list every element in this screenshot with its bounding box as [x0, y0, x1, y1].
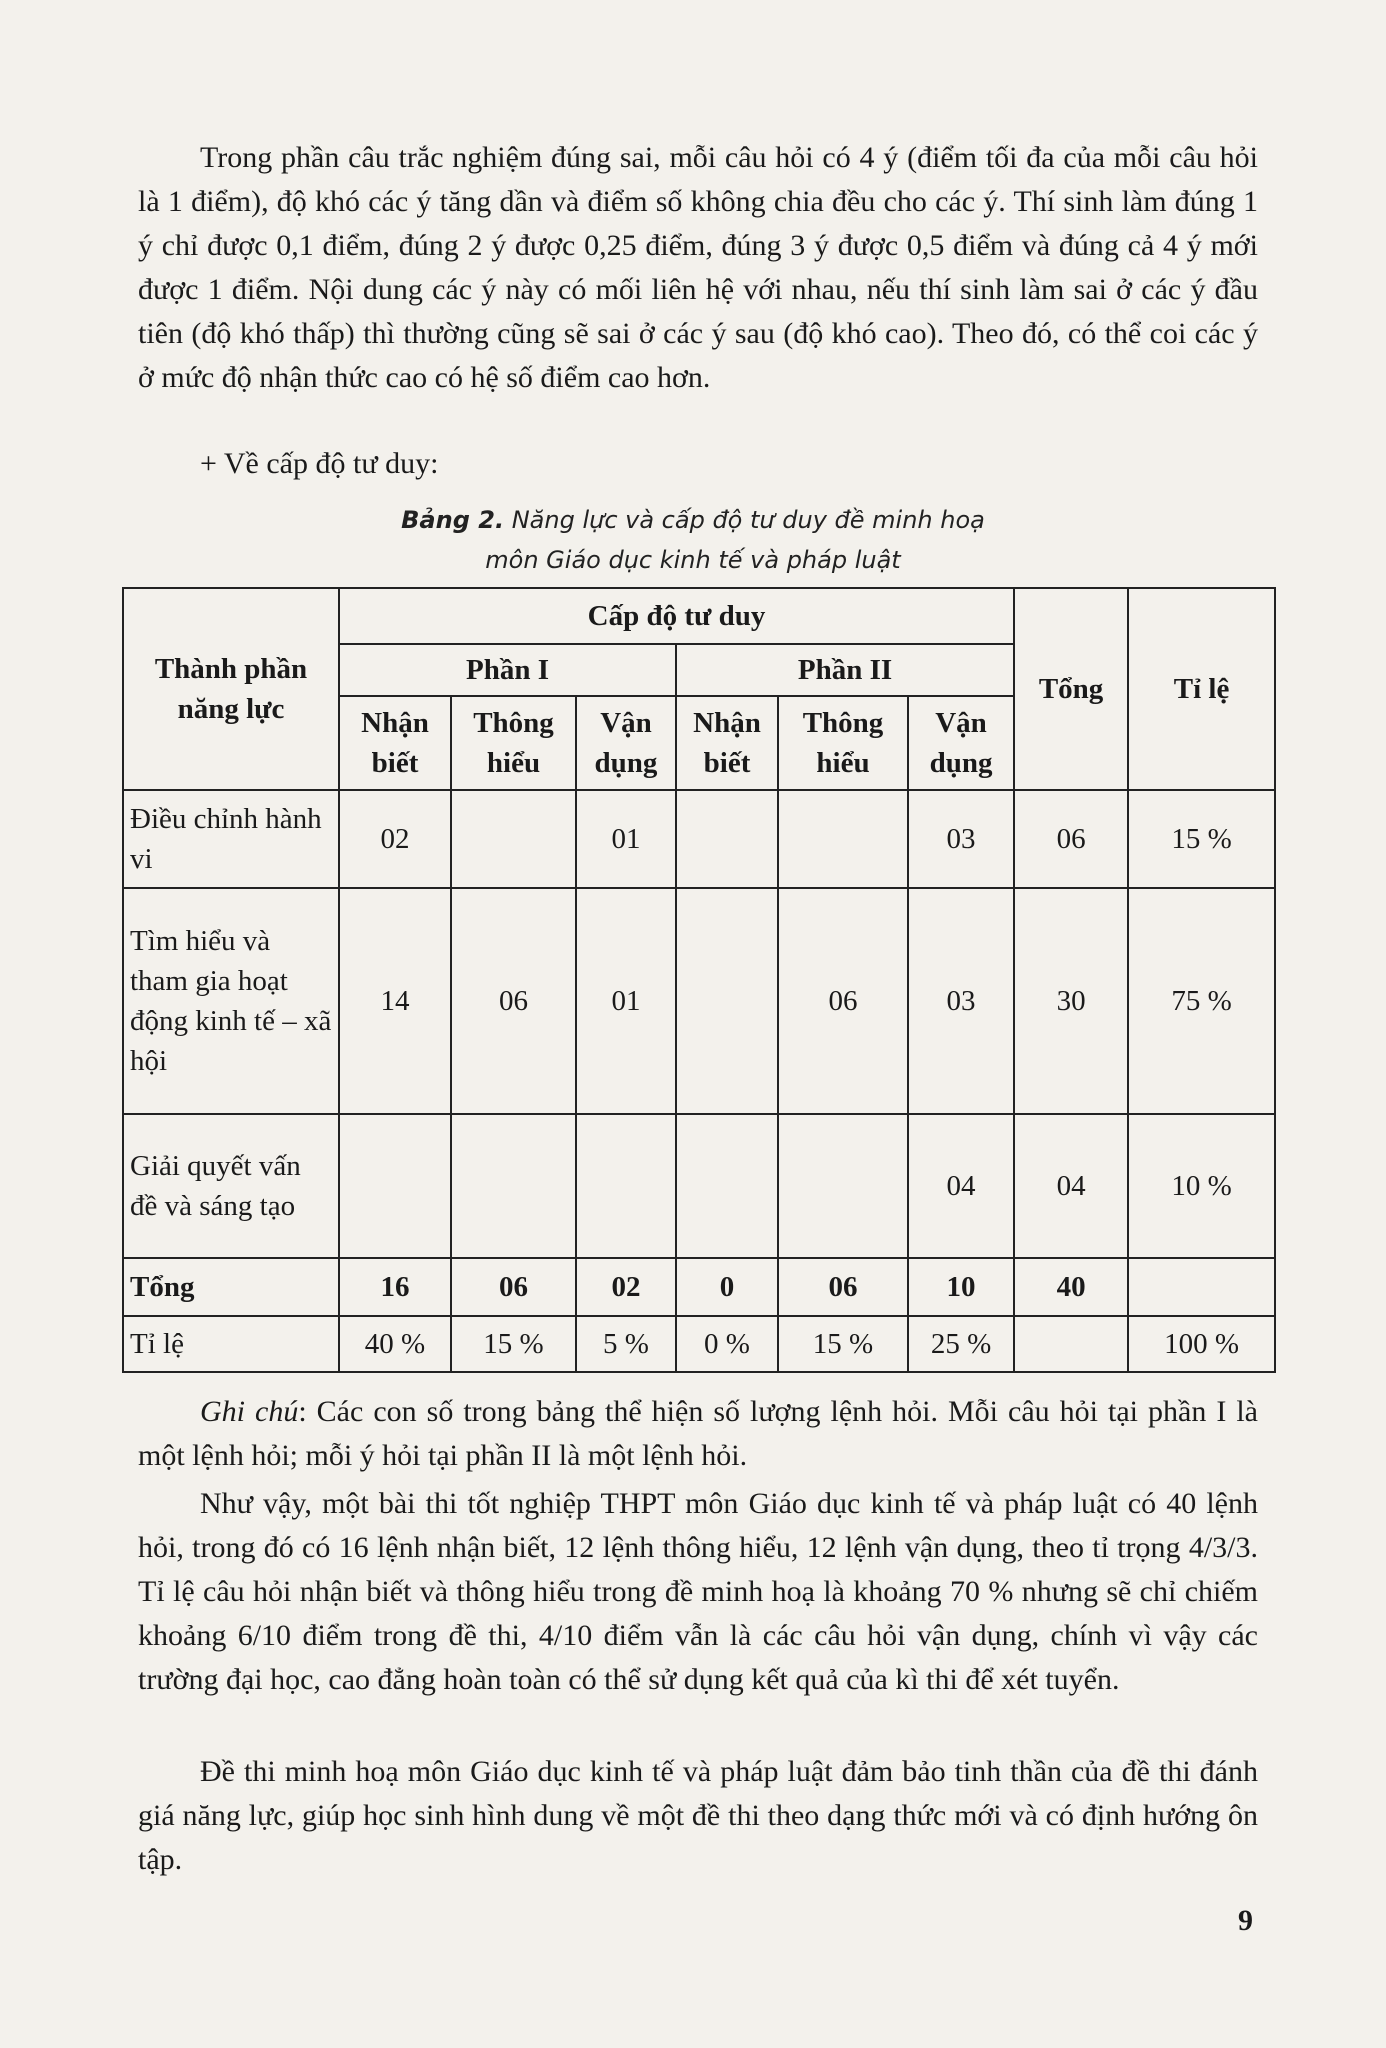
header-part1: Phần I [339, 644, 676, 696]
cell: 0 [676, 1258, 778, 1316]
cell: 06 [451, 1258, 576, 1316]
paragraph-summary [138, 1750, 1258, 1882]
sub-header: Thông hiểu [778, 696, 908, 790]
header-ratio: Tỉ lệ [1128, 588, 1275, 790]
header-total: Tổng [1014, 588, 1128, 790]
table-row-ratio [123, 1316, 1275, 1372]
cell-ratio [1128, 1258, 1275, 1316]
sub-header: Thông hiểu [451, 696, 576, 790]
cell [339, 1114, 451, 1258]
cell: 06 [778, 1258, 908, 1316]
cell: 03 [908, 790, 1014, 888]
paragraph-conclusion [138, 1482, 1258, 1702]
sub-header: Nhận biết [676, 696, 778, 790]
cell-total: 04 [1014, 1114, 1128, 1258]
cell [576, 1114, 676, 1258]
cell [676, 1114, 778, 1258]
cell: 02 [576, 1258, 676, 1316]
cell: 5 % [576, 1316, 676, 1372]
cell-total: 40 [1014, 1258, 1128, 1316]
cell: 04 [908, 1114, 1014, 1258]
sub-header: Vận dụng [908, 696, 1014, 790]
sub-header: Vận dụng [576, 696, 676, 790]
paragraph-true-false-scoring [138, 136, 1258, 400]
page-number: 9 [1238, 1904, 1253, 1937]
table-row [123, 790, 1275, 888]
table-caption-line2: môn Giáo dục kinh tế và pháp luật [485, 546, 901, 574]
cell: 40 % [339, 1316, 451, 1372]
bullet-thinking-level: + Về cấp độ tư duy: [200, 447, 439, 480]
table-note [138, 1390, 1258, 1478]
cell: 14 [339, 888, 451, 1114]
header-thinking-level: Cấp độ tư duy [339, 588, 1014, 644]
cell [451, 1114, 576, 1258]
cell-total: 30 [1014, 888, 1128, 1114]
row-label: Tỉ lệ [123, 1316, 339, 1372]
header-competency: Thành phần năng lực [123, 588, 339, 790]
cell: 01 [576, 790, 676, 888]
cell: 06 [451, 888, 576, 1114]
cell-total: 06 [1014, 790, 1128, 888]
row-label: Điều chỉnh hành vi [123, 790, 339, 888]
cell-ratio: 15 % [1128, 790, 1275, 888]
table-row-total [123, 1258, 1275, 1316]
cell-ratio: 100 % [1128, 1316, 1275, 1372]
competency-table [122, 587, 1276, 1373]
cell: 02 [339, 790, 451, 888]
table-caption-line1 [0, 506, 1386, 534]
cell: 15 % [451, 1316, 576, 1372]
cell: 01 [576, 888, 676, 1114]
paragraph-text: Như vậy, một bài thi tốt nghiệp THPT môn Giáo dục kinh tế và pháp luật có 40 lệnh hỏi, trong đó có 16 lệnh nhận biết, 12 lệnh thông hiểu, 12 lệnh vận dụng, theo tỉ trọng 4/3/3. Tỉ lệ câu hỏi nhận biết và thông hiểu trong đề minh hoạ là khoảng 70 % nhưng sẽ chỉ chiếm khoảng 6/10 điểm trong đề thi, 4/10 điểm vẫn là các câu hỏi vận dụng, chính vì vậy các trường đại học, cao đẳng hoàn toàn có thể sử dụng kết quả của kì thi để xét tuyển. [138, 1487, 1258, 1696]
cell [778, 790, 908, 888]
table-row [123, 1114, 1275, 1258]
note-label: Ghi chú [200, 1395, 299, 1428]
cell: 10 [908, 1258, 1014, 1316]
cell [778, 1114, 908, 1258]
row-label: Giải quyết vấn đề và sáng tạo [123, 1114, 339, 1258]
cell: 0 % [676, 1316, 778, 1372]
cell: 15 % [778, 1316, 908, 1372]
note-text: : Các con số trong bảng thể hiện số lượng lệnh hỏi. Mỗi câu hỏi tại phần I là một lệnh hỏi; mỗi ý hỏi tại phần II là một lệnh hỏi. [138, 1395, 1258, 1472]
cell: 06 [778, 888, 908, 1114]
table-row [123, 888, 1275, 1114]
header-part2: Phần II [676, 644, 1014, 696]
sub-header: Nhận biết [339, 696, 451, 790]
cell-total [1014, 1316, 1128, 1372]
cell: 16 [339, 1258, 451, 1316]
cell [451, 790, 576, 888]
cell [676, 888, 778, 1114]
table-caption-label: Bảng 2. [401, 506, 505, 534]
row-label: Tổng [123, 1258, 339, 1316]
cell [676, 790, 778, 888]
paragraph-text: Trong phần câu trắc nghiệm đúng sai, mỗi câu hỏi có 4 ý (điểm tối đa của mỗi câu hỏi là 1 điểm), độ khó các ý tăng dần và điểm số không chia đều cho các ý. Thí sinh làm đúng 1 ý chỉ được 0,1 điểm, đúng 2 ý được 0,25 điểm, đúng 3 ý được 0,5 điểm và đúng cả 4 ý mới được 1 điểm. Nội dung các ý này có mối liên hệ với nhau, nếu thí sinh làm sai ở các ý đầu tiên (độ khó thấp) thì thường cũng sẽ sai ở các ý sau (độ khó cao). Theo đó, có thể coi các ý ở mức độ nhận thức cao có hệ số điểm cao hơn. [138, 141, 1258, 394]
cell-ratio: 75 % [1128, 888, 1275, 1114]
paragraph-text: Đề thi minh hoạ môn Giáo dục kinh tế và pháp luật đảm bảo tinh thần của đề thi đánh giá năng lực, giúp học sinh hình dung về một đề thi theo dạng thức mới và có định hướng ôn tập. [138, 1755, 1258, 1876]
cell-ratio: 10 % [1128, 1114, 1275, 1258]
row-label: Tìm hiểu và tham gia hoạt động kinh tế – xã hội [123, 888, 339, 1114]
table-caption-title: Năng lực và cấp độ tư duy đề minh hoạ [504, 506, 985, 534]
cell: 03 [908, 888, 1014, 1114]
cell: 25 % [908, 1316, 1014, 1372]
